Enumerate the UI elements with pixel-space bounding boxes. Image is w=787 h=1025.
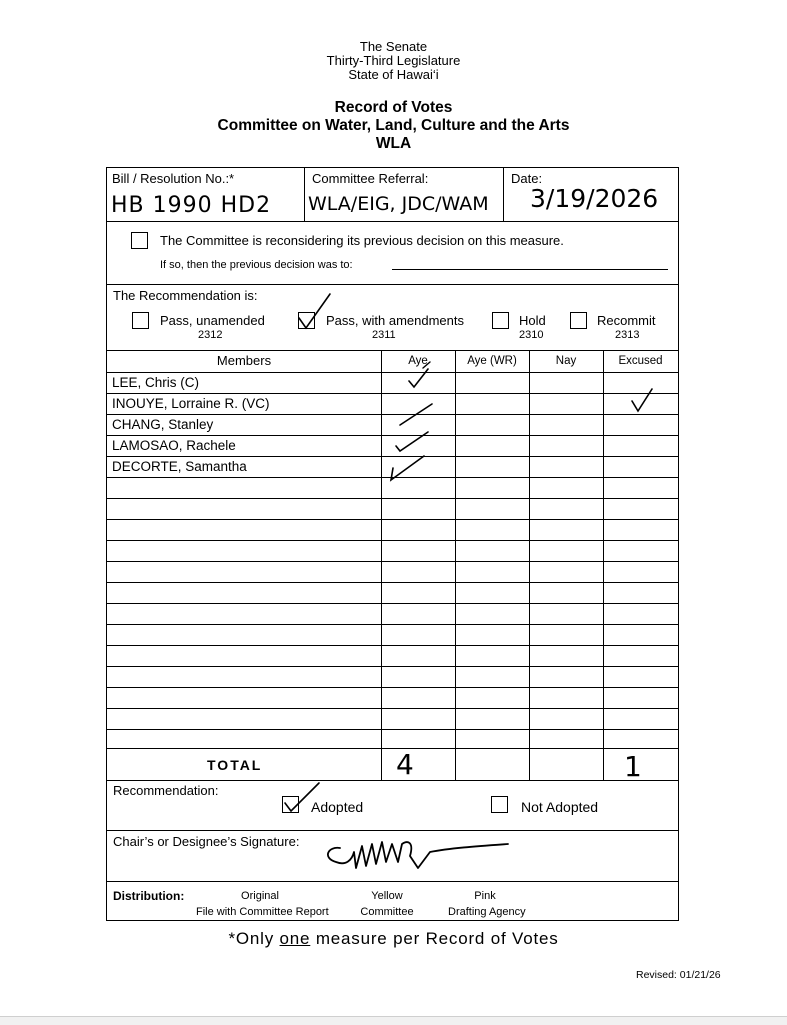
reconsider-text: The Committee is reconsidering its previous decision on this measure. xyxy=(160,233,564,248)
pass-unamended-label: Pass, unamended xyxy=(160,313,265,328)
table-row-member: DECORTE, Samantha xyxy=(112,459,247,474)
total-excused-handwritten: 1 xyxy=(624,750,643,783)
recommit-code: 2313 xyxy=(615,329,640,341)
hold-code: 2310 xyxy=(519,329,544,341)
distribution-yellow-sub: Committee xyxy=(360,906,414,918)
header-line-state: State of Hawai‘i xyxy=(348,67,439,82)
final-recommendation-label: Recommendation: xyxy=(113,783,219,798)
divider xyxy=(107,881,678,882)
column-header-members: Members xyxy=(216,353,272,368)
recommendation-label: The Recommendation is: xyxy=(113,288,258,303)
table-row-member: LAMOSAO, Rachele xyxy=(112,438,236,453)
footnote-suffix: measure per Record of Votes xyxy=(310,929,559,948)
total-label: TOTAL xyxy=(207,757,263,773)
column-header-excused: Excused xyxy=(618,355,663,367)
distribution-original-sub: File with Committee Report xyxy=(196,906,329,918)
distribution-yellow: Yellow xyxy=(371,890,403,902)
signature-label: Chair’s or Designee’s Signature: xyxy=(113,834,300,849)
header-line-legislature: Thirty-Third Legislature xyxy=(326,53,461,68)
table-row-member: CHANG, Stanley xyxy=(112,417,214,432)
footnote-prefix: *Only xyxy=(228,929,280,948)
pass-amendments-label: Pass, with amendments xyxy=(326,313,465,328)
column-header-aye-wr: Aye (WR) xyxy=(467,355,517,367)
column-header-aye: Aye xyxy=(408,355,428,367)
referral-handwritten: WLA/EIG, JDC/WAM xyxy=(308,193,489,215)
distribution-original: Original xyxy=(241,890,279,902)
committee-name: Committee on Water, Land, Culture and the Arts xyxy=(217,117,570,134)
distribution-pink-sub: Drafting Agency xyxy=(448,906,526,918)
date-label: Date: xyxy=(511,171,543,186)
footnote xyxy=(0,929,787,949)
footnote-emphasis: one xyxy=(279,929,311,948)
pass-unamended-code: 2312 xyxy=(198,329,223,341)
hold-label: Hold xyxy=(519,313,546,328)
form-title: Record of Votes xyxy=(334,99,453,116)
table-row-member: INOUYE, Lorraine R. (VC) xyxy=(112,396,270,411)
total-aye-handwritten: 4 xyxy=(396,748,415,781)
bill-number-handwritten: HB 1990 HD2 xyxy=(111,193,272,218)
referral-label: Committee Referral: xyxy=(312,171,429,186)
table-row-member: LEE, Chris (C) xyxy=(112,375,200,390)
distribution-pink: Pink xyxy=(474,890,496,902)
pass-amendments-code: 2311 xyxy=(372,329,396,341)
column-header-nay: Nay xyxy=(555,355,577,367)
recommit-label: Recommit xyxy=(597,313,656,328)
committee-abbr: WLA xyxy=(375,135,412,152)
header-line-senate: The Senate xyxy=(359,39,428,54)
bill-label: Bill / Resolution No.:* xyxy=(112,171,235,186)
not-adopted-label: Not Adopted xyxy=(521,799,599,815)
distribution-label: Distribution: xyxy=(113,889,185,903)
previous-decision-label: If so, then the previous decision was to: xyxy=(160,259,353,271)
date-handwritten: 3/19/2026 xyxy=(530,184,659,213)
adopted-label: Adopted xyxy=(311,799,364,815)
revised-date: Revised: 01/21/26 xyxy=(636,969,721,981)
